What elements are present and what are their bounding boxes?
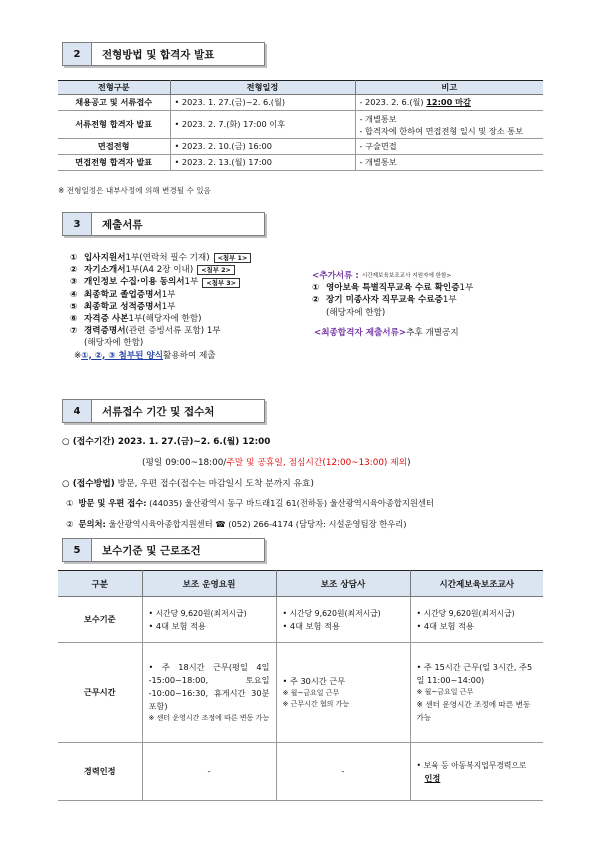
row-note <box>355 111 543 139</box>
row-schedule: • 2023. 2. 10.(금) 16:00 <box>170 139 355 155</box>
item-name: 최종학교 성적증명서 <box>84 301 162 312</box>
item-number: ⑥ <box>70 314 78 325</box>
list-item-cont <box>70 337 251 349</box>
cell-text: • 4대 보험 적용 <box>148 620 206 631</box>
compensation-table <box>58 570 543 801</box>
item-number: ② <box>312 295 320 306</box>
row-label: 보수기준 <box>58 597 142 643</box>
schedule-table-header <box>58 81 543 95</box>
list-item <box>312 282 473 294</box>
item-desc: 1부 <box>442 295 457 306</box>
deadline-text: 12:00 마감 <box>426 97 471 107</box>
list-item <box>70 289 251 301</box>
extra-docs-subtitle: 시간제보육보조교사 지원자에 한함> <box>361 273 452 279</box>
cell <box>410 597 543 643</box>
item-name: 경력증명서 <box>84 326 126 337</box>
item-number: ① <box>70 253 78 263</box>
section4-number: 4 <box>62 399 92 423</box>
item-number: ② <box>66 519 74 529</box>
item-name: 장기 미종사자 직무교육 수료증 <box>326 295 443 306</box>
table-row <box>58 155 543 171</box>
cell-text: • 4대 보험 적용 <box>282 620 340 631</box>
item-number: ① <box>66 498 74 508</box>
cell-note: ※ 월~금요일 근무 <box>282 689 340 697</box>
cell-text: • 주 30시간 근무 <box>282 676 346 686</box>
row-note: - 구술면접 <box>355 139 543 155</box>
attachment-tag: <첨부 2> <box>197 265 235 275</box>
col-type: 전형구분 <box>58 81 170 95</box>
attached-forms-link: ①, ②, ③ 첨부된 양식 <box>81 350 164 361</box>
row-schedule: • 2023. 2. 7.(화) 17:00 이후 <box>170 111 355 139</box>
schedule-table <box>58 80 543 171</box>
cell-text: • 시간당 9,620원(최저시급) <box>282 608 381 618</box>
cell <box>276 597 410 643</box>
col-schedule: 전형일정 <box>170 81 355 95</box>
list-item <box>312 294 473 306</box>
item-desc: 1부(해당자에 한함) <box>128 314 202 325</box>
item-name: 자기소개서 <box>84 265 126 276</box>
contact-row <box>66 518 407 530</box>
item-desc: 1부(A4 2장 이내) <box>125 265 194 276</box>
item-desc: 1부(연락처 필수 기재) <box>125 253 210 263</box>
item-desc: (해당자에 한함) <box>326 307 386 318</box>
item-number: ① <box>312 283 320 294</box>
attachment-tag: <첨부 3> <box>202 278 240 288</box>
section3-header <box>62 212 265 236</box>
item-number: ④ <box>70 289 78 300</box>
cell-text: • 시간당 9,620원(최저시급) <box>416 608 515 618</box>
item-desc: (관련 증빙서류 포함) 1부 <box>125 326 221 337</box>
section4-header <box>62 399 265 423</box>
row-type: 면접전형 합격자 발표 <box>58 155 170 171</box>
method-row <box>62 476 314 489</box>
item-number: ⑦ <box>70 326 78 337</box>
list-item <box>70 313 251 325</box>
period-row <box>62 434 270 447</box>
period-label: ○ (접수기간) <box>62 437 115 447</box>
cell-text: • 주 18시간 근무(평일 4일 -15:00~18:00, 토요일 -10:00~16:30, 휴게시간 30분포함) <box>148 662 270 711</box>
final-docs-desc: 추후 개별공지 <box>406 327 459 338</box>
cell-text: • 주 15시간 근무(일 3시간, 주5일 11:00~14:00) <box>416 662 533 685</box>
item-number: ⑤ <box>70 301 78 312</box>
item-name: 입사지원서 <box>84 253 126 263</box>
section3-title: 제출서류 <box>92 212 265 236</box>
cell <box>410 743 543 801</box>
cell-note: ※ 월~금요일 근무 <box>416 688 474 696</box>
visit-address: (44035) 울산광역시 동구 바드래1길 61(전하동) 울산광역시육아종합지원센터 <box>146 498 434 508</box>
period-value: 2023. 1. 27.(금)~2. 6.(월) 12:00 <box>114 437 271 447</box>
note-prefix: ※ <box>74 350 82 361</box>
compensation-table-header <box>58 571 543 597</box>
row-note <box>355 95 543 111</box>
hours-close: ) <box>407 458 411 468</box>
list-item <box>70 252 251 264</box>
cell-text: • 보육 등 아동복지업무경력으로 <box>416 760 527 770</box>
list-item <box>70 276 251 288</box>
section4-title: 서류접수 기간 및 접수처 <box>92 399 265 423</box>
cell-note: ※ 센터 운영시간 조정에 따른 변동 가능 <box>148 714 270 722</box>
col-parttime-teacher: 시간제보육보조교사 <box>410 571 543 597</box>
table-row <box>58 597 543 643</box>
section5-title: 보수기준 및 근로조건 <box>92 538 265 562</box>
row-type: 채용공고 및 서류접수 <box>58 95 170 111</box>
contact-label: 문의처: <box>78 519 106 529</box>
section2-number: 2 <box>62 42 92 66</box>
col-counselor-assistant: 보조 상담사 <box>276 571 410 597</box>
item-name: 영아보육 특별직무교육 수료 확인증 <box>326 283 460 294</box>
item-desc: 1부 <box>161 289 176 300</box>
cell-text-emph: 인정 <box>424 772 441 783</box>
item-desc: (해당자에 한함) <box>84 338 144 349</box>
hours-row <box>142 455 411 468</box>
cell-text: • 시간당 9,620원(최저시급) <box>148 608 247 618</box>
item-desc: 1부 <box>161 301 176 312</box>
excluded-hours-text: 주말 및 공휴일, 점심시간(12:00~13:00) 제외 <box>226 458 408 468</box>
row-type: 면접전형 <box>58 139 170 155</box>
row-label: 경력인정 <box>58 743 142 801</box>
item-name: 최종학교 졸업증명서 <box>84 289 162 300</box>
row-schedule: • 2023. 1. 27.(금)~2. 6.(월) <box>170 95 355 111</box>
method-label: ○ (접수방법) <box>62 479 115 489</box>
final-docs-title: <최종합격자 제출서류> <box>314 327 407 338</box>
section2-header <box>62 42 265 66</box>
extra-docs-title: <추가서류 : <box>312 271 359 281</box>
extra-documents <box>312 270 473 339</box>
cell: - <box>276 743 410 801</box>
section5-number: 5 <box>62 538 92 562</box>
row-label: 근무시간 <box>58 643 142 743</box>
section3-number: 3 <box>62 212 92 236</box>
note-suffix: 활용하여 제출 <box>163 350 216 361</box>
cell <box>142 597 276 643</box>
note-text-2: - 합격자에 한하여 면접전형 일시 및 장소 통보 <box>359 125 524 136</box>
contact-value: 울산광역시육아종합지원센터 ☎ (052) 266-4174 (담당자: 시설운영팀장 한우리) <box>105 519 407 529</box>
item-number: ② <box>70 265 78 276</box>
list-item <box>70 301 251 313</box>
list-item <box>70 325 251 337</box>
list-item <box>70 264 251 276</box>
item-name: 개인정보 수집·이용 동의서 <box>84 277 185 288</box>
cell <box>276 643 410 743</box>
col-category: 구분 <box>58 571 142 597</box>
cell: - <box>142 743 276 801</box>
section5-header <box>62 538 265 562</box>
col-note: 비고 <box>355 81 543 95</box>
form-note <box>70 350 251 362</box>
note-text: - 2023. 2. 6.(월) <box>359 97 427 107</box>
note-text: - 개별통보 <box>359 113 397 124</box>
row-note: - 개별통보 <box>355 155 543 171</box>
section2-title: 전형방법 및 합격자 발표 <box>92 42 265 66</box>
table-row <box>58 643 543 743</box>
item-desc: 1부 <box>184 277 199 288</box>
attachment-tag: <첨부 1> <box>214 253 252 263</box>
cell <box>410 643 543 743</box>
row-schedule: • 2023. 2. 13.(월) 17:00 <box>170 155 355 171</box>
cell-text: • 4대 보험 적용 <box>416 620 474 631</box>
item-desc: 1부 <box>459 283 474 294</box>
schedule-footnote: ※ 전형일정은 내부사정에 의해 변경될 수 있음 <box>58 186 211 195</box>
cell <box>142 643 276 743</box>
item-name: 자격증 사본 <box>84 314 129 325</box>
visit-label: 방문 및 우편 접수: <box>78 498 147 508</box>
list-item-cont <box>312 307 473 319</box>
final-docs-row <box>312 327 473 339</box>
table-row <box>58 743 543 801</box>
hours-text: (평일 09:00~18:00/ <box>142 458 227 468</box>
col-ops-assistant: 보조 운영요원 <box>142 571 276 597</box>
table-row <box>58 95 543 111</box>
cell-note: ※ 센터 운영시간 조정에 따른 변동 가능 <box>416 700 531 722</box>
table-row <box>58 111 543 139</box>
extra-title-row <box>312 270 473 282</box>
table-row <box>58 139 543 155</box>
method-value: 방문, 우편 접수(접수는 마감일시 도착 분까지 유효) <box>114 479 314 489</box>
required-documents-list <box>70 252 251 362</box>
visit-row <box>66 497 434 509</box>
row-type: 서류전형 합격자 발표 <box>58 111 170 139</box>
cell-note: ※ 근무시간 협의 가능 <box>282 700 350 708</box>
item-number: ③ <box>70 277 78 288</box>
